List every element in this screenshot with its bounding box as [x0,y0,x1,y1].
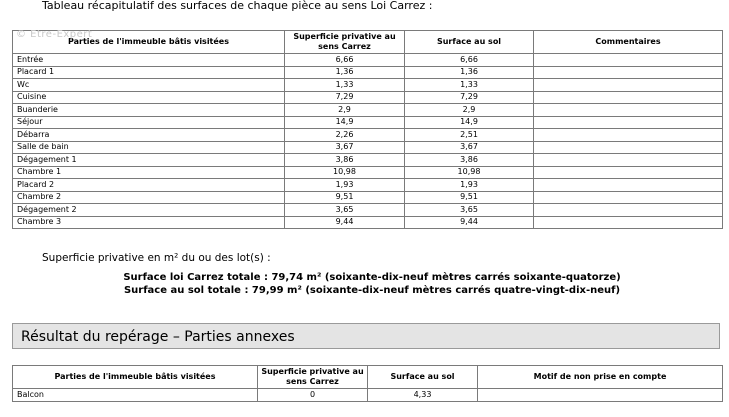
cell-sol: 6,66 [405,54,534,67]
cell-piece: Séjour [13,116,285,129]
table-row [13,116,723,129]
cell-piece: Débarra [13,129,285,142]
cell-commentaire [534,104,723,117]
header-surface-sol: Surface au sol [405,31,534,54]
annexes-table [12,365,723,402]
cell-piece: Placard 1 [13,66,285,79]
cell-sol: 1,36 [405,66,534,79]
cell-piece: Salle de bain [13,141,285,154]
cell-piece: Chambre 3 [13,216,285,229]
table-row [13,154,723,167]
cell-piece: Buanderie [13,104,285,117]
table-row [13,54,723,67]
cell-carrez: 1,36 [285,66,405,79]
cell-sol: 2,9 [405,104,534,117]
table-row [13,191,723,204]
table-caption: Tableau récapitulatif des surfaces de chaque pièce au sens Loi Carrez : [42,0,433,12]
cell-sol: 9,44 [405,216,534,229]
table-row [13,389,723,402]
cell-commentaire [534,179,723,192]
cell-sol: 1,33 [405,79,534,92]
cell-sol: 14,9 [405,116,534,129]
cell-piece: Placard 2 [13,179,285,192]
cell-piece: Wc [13,79,285,92]
cell-carrez: 3,86 [285,154,405,167]
cell-commentaire [534,66,723,79]
cell-commentaire [534,191,723,204]
cell-carrez: 3,65 [285,204,405,217]
cell-piece: Chambre 2 [13,191,285,204]
cell-sol: 9,51 [405,191,534,204]
cell-carrez: 1,93 [285,179,405,192]
cell-sol: 2,51 [405,129,534,142]
cell-sol: 10,98 [405,166,534,179]
table-row [13,66,723,79]
cell-sol: 3,86 [405,154,534,167]
cell-commentaire [534,216,723,229]
cell-carrez: 14,9 [285,116,405,129]
header-parties: Parties de l'immeuble bâtis visitées [13,366,258,389]
cell-sol: 4,33 [368,389,478,402]
cell-commentaire [534,129,723,142]
cell-commentaire [534,116,723,129]
cell-carrez: 9,44 [285,216,405,229]
cell-carrez: 7,29 [285,91,405,104]
table-row [13,166,723,179]
table-row [13,104,723,117]
watermark: © Etre-Expert [16,29,93,40]
cell-sol: 1,93 [405,179,534,192]
table-row [13,91,723,104]
cell-carrez: 0 [258,389,368,402]
cell-piece: Balcon [13,389,258,402]
cell-carrez: 2,9 [285,104,405,117]
cell-piece: Dégagement 2 [13,204,285,217]
cell-commentaire [534,204,723,217]
cell-commentaire [534,79,723,92]
cell-carrez: 10,98 [285,166,405,179]
cell-carrez: 2,26 [285,129,405,142]
cell-sol: 7,29 [405,91,534,104]
cell-commentaire [534,91,723,104]
superficie-label: Superficie privative en m² du ou des lot(s) : [42,252,271,264]
cell-commentaire [534,166,723,179]
annexes-table-header-row [13,366,723,389]
table-row [13,141,723,154]
cell-carrez: 3,67 [285,141,405,154]
cell-commentaire [534,154,723,167]
header-superficie-carrez: Superficie privative au sens Carrez [258,366,368,389]
cell-piece: Entrée [13,54,285,67]
cell-commentaire [534,141,723,154]
header-motif: Motif de non prise en compte [478,366,723,389]
table-row [13,216,723,229]
header-surface-sol: Surface au sol [368,366,478,389]
cell-sol: 3,67 [405,141,534,154]
total-sol: Surface au sol totale : 79,99 m² (soixante-dix-neuf mètres carrés quatre-vingt-dix-neuf) [123,285,621,296]
cell-sol: 3,65 [405,204,534,217]
header-parties: Parties de l'immeuble bâtis visitées [13,31,285,54]
cell-motif [478,389,723,402]
cell-piece: Cuisine [13,91,285,104]
header-commentaires: Commentaires [534,31,723,54]
cell-carrez: 6,66 [285,54,405,67]
cell-carrez: 1,33 [285,79,405,92]
cell-piece: Chambre 1 [13,166,285,179]
surfaces-table [12,30,723,229]
table-row [13,204,723,217]
total-carrez: Surface loi Carrez totale : 79,74 m² (soixante-dix-neuf mètres carrés soixante-quatorze) [123,272,621,283]
surfaces-table-header-row [13,31,723,54]
section-title: Résultat du repérage – Parties annexes [12,323,720,349]
cell-piece: Dégagement 1 [13,154,285,167]
table-row [13,129,723,142]
header-superficie-carrez: Superficie privative au sens Carrez [285,31,405,54]
table-row [13,179,723,192]
cell-commentaire [534,54,723,67]
table-row [13,79,723,92]
cell-carrez: 9,51 [285,191,405,204]
